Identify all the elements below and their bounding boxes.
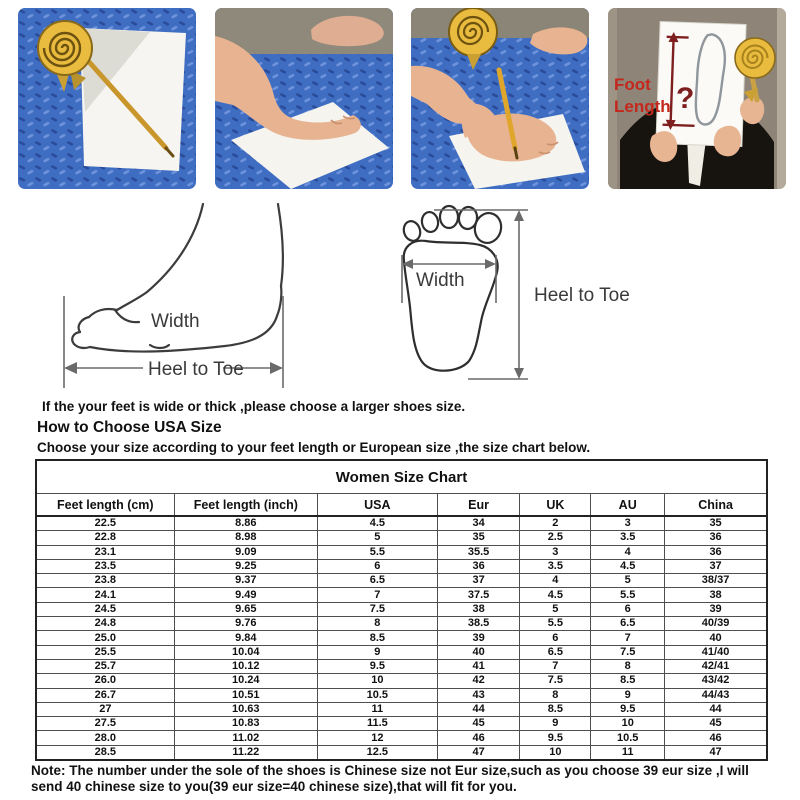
size-cell: 39 — [665, 602, 767, 616]
size-cell: 6.5 — [317, 574, 437, 588]
size-cell: 9 — [317, 645, 437, 659]
size-cell: 44 — [665, 702, 767, 716]
size-cell: 10.63 — [174, 702, 317, 716]
size-cell: 27.5 — [36, 717, 174, 731]
size-cell: 10 — [317, 674, 437, 688]
size-cell: 2.5 — [520, 531, 591, 545]
size-cell: 34 — [437, 516, 520, 531]
size-cell: 24.8 — [36, 617, 174, 631]
size-cell: 41/40 — [665, 645, 767, 659]
column-header-usa: USA — [317, 494, 437, 517]
column-header-au: AU — [591, 494, 665, 517]
size-cell: 5.5 — [591, 588, 665, 602]
table-row — [36, 574, 767, 588]
size-cell: 35.5 — [437, 545, 520, 559]
size-cell: 11.22 — [174, 745, 317, 760]
measurement-photos-row — [18, 8, 786, 190]
size-cell: 4 — [520, 574, 591, 588]
size-cell: 8.5 — [591, 674, 665, 688]
size-cell: 46 — [437, 731, 520, 745]
table-row — [36, 631, 767, 645]
size-cell: 39 — [437, 631, 520, 645]
size-cell: 4.5 — [591, 559, 665, 573]
size-cell: 6.5 — [520, 645, 591, 659]
size-cell: 7 — [317, 588, 437, 602]
size-cell: 25.5 — [36, 645, 174, 659]
size-cell: 9.5 — [520, 731, 591, 745]
table-title: Women Size Chart — [36, 460, 767, 494]
size-cell: 27 — [36, 702, 174, 716]
size-cell: 3.5 — [591, 531, 665, 545]
foot-length-text-2: Length — [613, 97, 671, 116]
size-cell: 42 — [437, 674, 520, 688]
size-cell: 9.25 — [174, 559, 317, 573]
size-cell: 46 — [665, 731, 767, 745]
size-chart-footnote: Note: The number under the sole of the shoes is Chinese size not Eur size,such as you choose 39 eur size ,I will send 40 chinese size to you(39 eur size=40 chinese size),that will fit for you. — [31, 763, 749, 794]
size-cell: 24.1 — [36, 588, 174, 602]
table-row — [36, 702, 767, 716]
size-cell: 9.5 — [591, 702, 665, 716]
foot-side-view-diagram — [55, 198, 305, 393]
size-cell: 35 — [437, 531, 520, 545]
size-cell: 2 — [520, 516, 591, 531]
size-cell: 10.5 — [317, 688, 437, 702]
size-cell: 9.84 — [174, 631, 317, 645]
size-cell: 8.5 — [520, 702, 591, 716]
size-cell: 10.12 — [174, 659, 317, 673]
size-cell: 24.5 — [36, 602, 174, 616]
size-cell: 35 — [665, 516, 767, 531]
size-cell: 45 — [665, 717, 767, 731]
size-cell: 7 — [591, 631, 665, 645]
size-cell: 25.7 — [36, 659, 174, 673]
size-cell: 47 — [437, 745, 520, 760]
size-cell: 40 — [437, 645, 520, 659]
size-instruction: Choose your size according to your feet length or European size ,the size chart below. — [37, 440, 591, 455]
size-cell: 6 — [591, 602, 665, 616]
table-row — [36, 731, 767, 745]
size-cell: 44/43 — [665, 688, 767, 702]
size-cell: 6 — [520, 631, 591, 645]
photo-step-4-illustration — [608, 8, 786, 189]
size-cell: 10.51 — [174, 688, 317, 702]
size-cell: 6.5 — [591, 617, 665, 631]
photo-step-3-trace-foot — [411, 8, 589, 189]
wall-edge-right — [777, 8, 786, 189]
size-cell: 10 — [520, 745, 591, 760]
size-cell: 37 — [437, 574, 520, 588]
photo-step-1-illustration — [18, 8, 196, 189]
table-row — [36, 531, 767, 545]
wide-feet-note: If the your feet is wide or thick ,please choose a larger shoes size. — [42, 399, 466, 414]
size-cell: 10.04 — [174, 645, 317, 659]
size-cell: 37 — [665, 559, 767, 573]
size-cell: 9 — [591, 688, 665, 702]
size-cell: 10.83 — [174, 717, 317, 731]
size-cell: 26.7 — [36, 688, 174, 702]
table-row — [36, 545, 767, 559]
size-cell: 3 — [520, 545, 591, 559]
size-cell: 10 — [591, 717, 665, 731]
size-cell: 7.5 — [520, 674, 591, 688]
size-cell: 28.0 — [36, 731, 174, 745]
foot-sole-view-diagram — [372, 197, 667, 395]
size-cell: 8.5 — [317, 631, 437, 645]
size-cell: 41 — [437, 659, 520, 673]
size-cell: 5.5 — [520, 617, 591, 631]
size-cell: 7.5 — [591, 645, 665, 659]
size-cell: 9.49 — [174, 588, 317, 602]
photo-step-1-tools — [18, 8, 196, 189]
size-cell: 5 — [520, 602, 591, 616]
table-row — [36, 688, 767, 702]
size-cell: 42/41 — [665, 659, 767, 673]
size-cell: 9.5 — [317, 659, 437, 673]
size-cell: 43/42 — [665, 674, 767, 688]
size-cell: 45 — [437, 717, 520, 731]
size-cell: 9.76 — [174, 617, 317, 631]
size-cell: 8 — [317, 617, 437, 631]
size-cell: 28.5 — [36, 745, 174, 760]
side-heel-to-toe-label: Heel to Toe — [148, 359, 244, 380]
sole-width-label: Width — [416, 270, 465, 291]
table-title-row — [36, 460, 767, 494]
photo-step-4-foot-length-question — [608, 8, 786, 189]
size-cell: 4.5 — [520, 588, 591, 602]
size-cell: 4 — [591, 545, 665, 559]
photo-step-3-illustration — [411, 8, 589, 189]
size-cell: 8.98 — [174, 531, 317, 545]
column-header-uk: UK — [520, 494, 591, 517]
women-size-chart-table — [35, 459, 768, 761]
size-cell: 9.65 — [174, 602, 317, 616]
column-header-feet-inch: Feet length (inch) — [174, 494, 317, 517]
table-row — [36, 745, 767, 760]
size-cell: 5 — [317, 531, 437, 545]
table-row — [36, 645, 767, 659]
column-header-feet-cm: Feet length (cm) — [36, 494, 174, 517]
size-cell: 10.24 — [174, 674, 317, 688]
size-cell: 11 — [317, 702, 437, 716]
size-cell: 8 — [591, 659, 665, 673]
size-cell: 6 — [317, 559, 437, 573]
size-chart-body — [36, 516, 767, 760]
size-cell: 36 — [437, 559, 520, 573]
size-cell: 23.5 — [36, 559, 174, 573]
size-cell: 12 — [317, 731, 437, 745]
size-cell: 44 — [437, 702, 520, 716]
table-row — [36, 588, 767, 602]
size-cell: 38 — [437, 602, 520, 616]
size-cell: 37.5 — [437, 588, 520, 602]
table-row — [36, 659, 767, 673]
size-cell: 38.5 — [437, 617, 520, 631]
size-cell: 9.37 — [174, 574, 317, 588]
table-row — [36, 717, 767, 731]
size-cell: 22.5 — [36, 516, 174, 531]
column-header-china: China — [665, 494, 767, 517]
size-cell: 38 — [665, 588, 767, 602]
table-row — [36, 516, 767, 531]
sole-heel-to-toe-label: Heel to Toe — [534, 285, 630, 306]
size-cell: 8 — [520, 688, 591, 702]
size-cell: 36 — [665, 531, 767, 545]
size-cell: 9.09 — [174, 545, 317, 559]
photo-step-2-stand-on-paper — [215, 8, 393, 189]
size-cell: 7.5 — [317, 602, 437, 616]
size-cell: 5 — [591, 574, 665, 588]
size-cell: 47 — [665, 745, 767, 760]
size-cell: 25.0 — [36, 631, 174, 645]
size-cell: 11.5 — [317, 717, 437, 731]
size-cell: 9 — [520, 717, 591, 731]
size-cell: 8.86 — [174, 516, 317, 531]
size-cell: 5.5 — [317, 545, 437, 559]
paper-sheet — [80, 28, 186, 171]
size-cell: 7 — [520, 659, 591, 673]
size-cell: 26.0 — [36, 674, 174, 688]
photo-step-2-illustration — [215, 8, 393, 189]
table-row — [36, 674, 767, 688]
size-cell: 3.5 — [520, 559, 591, 573]
how-to-choose-heading: How to Choose USA Size — [37, 419, 222, 436]
size-cell: 11 — [591, 745, 665, 760]
size-cell: 10.5 — [591, 731, 665, 745]
table-header-row — [36, 494, 767, 517]
size-cell: 11.02 — [174, 731, 317, 745]
size-cell: 22.8 — [36, 531, 174, 545]
size-cell: 38/37 — [665, 574, 767, 588]
side-width-label: Width — [151, 311, 200, 332]
size-cell: 3 — [591, 516, 665, 531]
size-cell: 23.1 — [36, 545, 174, 559]
size-cell: 40 — [665, 631, 767, 645]
size-cell: 4.5 — [317, 516, 437, 531]
foot-length-text-1: Foot — [613, 75, 651, 94]
size-cell: 12.5 — [317, 745, 437, 760]
size-cell: 40/39 — [665, 617, 767, 631]
size-cell: 43 — [437, 688, 520, 702]
question-mark: ? — [675, 82, 695, 115]
size-cell: 36 — [665, 545, 767, 559]
table-row — [36, 559, 767, 573]
table-row — [36, 617, 767, 631]
column-header-eur: Eur — [437, 494, 520, 517]
table-row — [36, 602, 767, 616]
size-cell: 23.8 — [36, 574, 174, 588]
